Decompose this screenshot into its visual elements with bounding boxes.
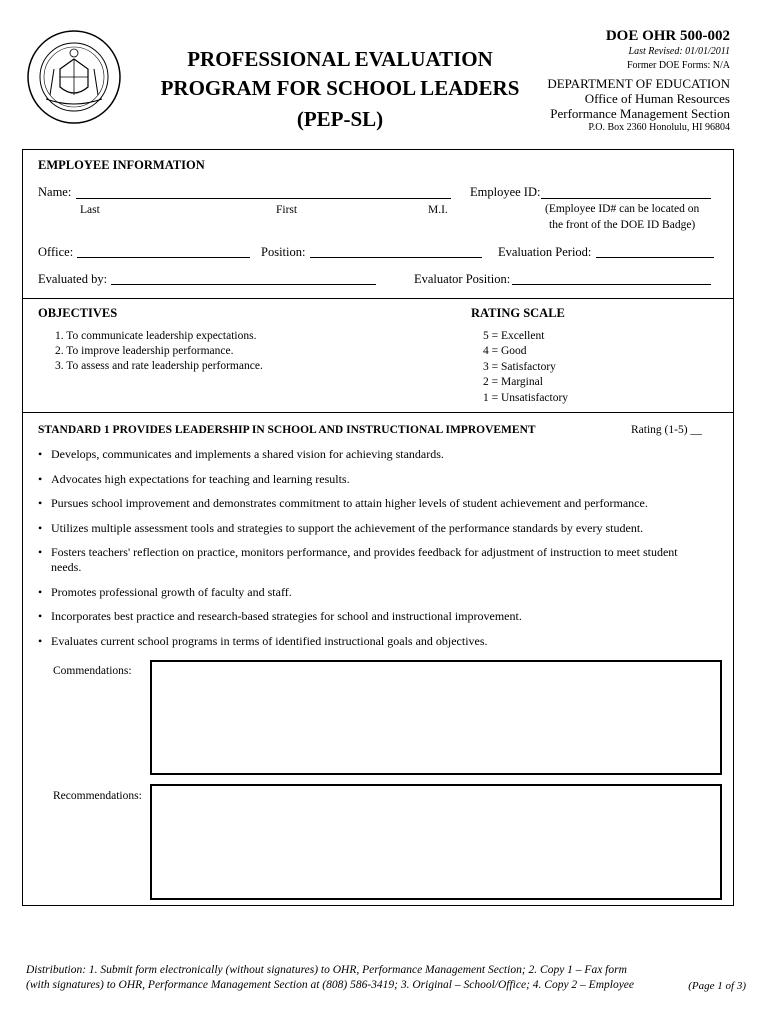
title-line-3: (PEP-SL) (296, 107, 384, 131)
name-field[interactable] (76, 198, 451, 199)
list-item: • Utilizes multiple assessment tools and strategies to support the achievement of the performance standards by every student. (38, 521, 698, 536)
employee-id-label: Employee ID: (470, 185, 541, 199)
recommendations-box[interactable] (150, 784, 722, 900)
list-item: • Develops, communicates and implements a shared vision for achieving standards. (38, 447, 698, 462)
page-number: (Page 1 of 3) (688, 980, 746, 992)
section-name: Performance Management Section (550, 106, 730, 121)
mi-caption: M.I. (428, 204, 448, 216)
rating-scale-item: 3 = Satisfactory (483, 361, 556, 373)
employee-id-note-2: the front of the DOE ID Badge) (549, 219, 696, 231)
evaluated-by-label: Evaluated by: (38, 272, 108, 286)
list-item: • Promotes professional growth of faculty and staff. (38, 585, 698, 600)
employee-id-note-1: (Employee ID# can be located on (545, 203, 700, 215)
objective-item: 2. To improve leadership performance. (55, 345, 234, 357)
commendations-label: Commendations: (53, 665, 132, 677)
evaluator-position-field[interactable] (512, 284, 711, 285)
rating-scale-item: 4 = Good (483, 345, 527, 357)
rating-scale-item: 5 = Excellent (483, 330, 545, 342)
list-item: • Fosters teachers' reflection on practice, monitors performance, and provides feedback for adjustment of instruction to meet student needs. (38, 545, 698, 575)
standard-1-heading: STANDARD 1 PROVIDES LEADERSHIP IN SCHOOL AND INSTRUCTIONAL IMPROVEMENT (38, 424, 536, 436)
list-item: • Incorporates best practice and research-based strategies for school and instructional improvement. (38, 609, 698, 624)
distribution-line-1: Distribution: 1. Submit form electronically (without signatures) to OHR, Performance Management Section; 2. Copy 1 – Fax form (26, 964, 627, 976)
position-label: Position: (261, 245, 306, 259)
department-name: DEPARTMENT OF EDUCATION (547, 76, 730, 91)
list-item: • Pursues school improvement and demonstrates commitment to attain higher levels of student achievement and performance. (38, 496, 698, 511)
form-number: DOE OHR 500-002 (605, 28, 730, 44)
list-item: • Advocates high expectations for teaching and learning results. (38, 472, 698, 487)
title-line-2: PROGRAM FOR SCHOOL LEADERS (160, 76, 520, 100)
evaluated-by-field[interactable] (111, 284, 376, 285)
list-item: • Evaluates current school programs in terms of identified instructional goals and objectives. (38, 634, 698, 649)
state-of-hawaii-seal-icon (26, 29, 122, 125)
last-revised: Last Revised: 01/01/2011 (628, 46, 730, 57)
distribution-line-2: (with signatures) to OHR, Performance Management Section at (808) 586-3419; 3. Original – School/Office; 4. Copy 2 – Employee (26, 979, 635, 991)
rating-scale-item: 2 = Marginal (483, 376, 543, 388)
standard-1-rating[interactable]: Rating (1-5) __ (631, 424, 702, 436)
standard-1-bullets (38, 447, 698, 658)
objectives-heading: OBJECTIVES (38, 306, 118, 320)
evaluation-period-label: Evaluation Period: (498, 245, 592, 259)
office-name: Office of Human Resources (584, 91, 730, 106)
name-label: Name: (38, 185, 72, 199)
department-block (547, 76, 730, 121)
employee-info-heading: EMPLOYEE INFORMATION (38, 158, 205, 172)
address: P.O. Box 2360 Honolulu, HI 96804 (588, 122, 730, 133)
distribution-note (26, 963, 666, 993)
employee-id-field[interactable] (541, 198, 711, 199)
recommendations-label: Recommendations: (53, 790, 142, 802)
rating-scale-item: 1 = Unsatisfactory (483, 392, 569, 404)
last-name-caption: Last (80, 204, 100, 216)
divider (23, 412, 733, 413)
evaluation-period-field[interactable] (596, 257, 714, 258)
former-forms: Former DOE Forms: N/A (626, 60, 730, 71)
divider (23, 298, 733, 299)
title-line-1: PROFESSIONAL EVALUATION (187, 47, 493, 71)
office-label: Office: (38, 245, 74, 259)
objective-item: 1. To communicate leadership expectations. (55, 330, 257, 342)
office-field[interactable] (77, 257, 250, 258)
first-name-caption: First (276, 204, 298, 216)
objective-item: 3. To assess and rate leadership performance. (55, 360, 263, 372)
form-title (140, 45, 540, 134)
commendations-box[interactable] (150, 660, 722, 775)
evaluator-position-label: Evaluator Position: (414, 272, 511, 286)
rating-scale-heading: RATING SCALE (471, 306, 565, 320)
position-field[interactable] (310, 257, 482, 258)
